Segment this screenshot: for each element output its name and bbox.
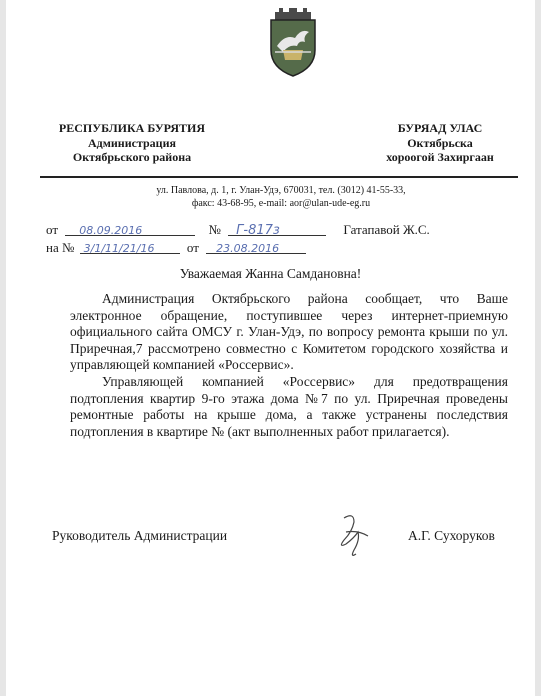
signatory-name: А.Г. Сухоруков	[408, 528, 495, 543]
from-label: от	[46, 222, 59, 237]
number-label: №	[208, 222, 221, 237]
number-field	[228, 222, 326, 236]
registration-line-reference	[46, 240, 306, 256]
reference-number-field	[80, 240, 180, 254]
reference-number-value: 3/1/11/21/16	[83, 242, 155, 255]
header-divider	[40, 176, 518, 178]
reference-label: на №	[46, 240, 75, 255]
header-left-district: Октябрьского района	[72, 150, 192, 164]
header-right-administration: хороогой Захиргаан	[386, 150, 494, 164]
letter-page	[6, 0, 535, 696]
handwritten-signature	[324, 510, 380, 562]
date-value: 08.09.2016	[79, 224, 143, 237]
body-paragraph-2: Управляющей компанией «Россервис» для предотвращения подтопления квартир 9-го этажа дома №7 по ул. Приречная проведены ремонтные работы на крыше дома, а также устранены последствия подтопления в квартире № (акт выполненных работ прилагается).	[70, 373, 508, 439]
reference-date-field	[206, 240, 306, 254]
header-left-block	[46, 121, 218, 165]
reference-date-value: 23.08.2016	[216, 242, 280, 255]
reference-from-label: от	[186, 240, 199, 255]
header-left-republic: РЕСПУБЛИКА БУРЯТИЯ	[58, 121, 206, 135]
fax-email-line: факс: 43-68-95, e-mail: aor@ulan-ude-eg.ru	[191, 198, 371, 209]
addressee: Гатапавой Ж.С.	[343, 222, 430, 237]
contact-address	[126, 184, 436, 210]
header-right-republic: БУРЯАД УЛАС	[397, 121, 483, 135]
header-left-administration: Администрация	[87, 135, 176, 150]
header-right-block	[371, 121, 509, 165]
greeting: Уважаемая Жанна Самдановна!	[179, 266, 362, 281]
signatory-role: Руководитель Администрации	[52, 528, 228, 543]
date-field	[65, 222, 195, 236]
coat-of-arms-emblem	[261, 6, 325, 78]
number-value: Г-817з	[236, 223, 280, 238]
address-line: ул. Павлова, д. 1, г. Улан-Удэ, 670031, тел. (3012) 41-55-33,	[156, 185, 406, 196]
registration-line-outgoing	[46, 222, 430, 238]
body-paragraph-1: Администрация Октябрьского района сообщает, что Ваше электронное обращение, поступившее через интернет-приемную официального сайта ОМСУ г. Улан-Удэ, по вопросу ремонта крыши по ул. Приречная,7 рассмотрено совместно с Комитетом городского хозяйства и управляющей компанией «Россервис».	[70, 291, 508, 373]
header-right-district: Октябрьска	[407, 135, 473, 150]
letter-body	[70, 291, 508, 440]
